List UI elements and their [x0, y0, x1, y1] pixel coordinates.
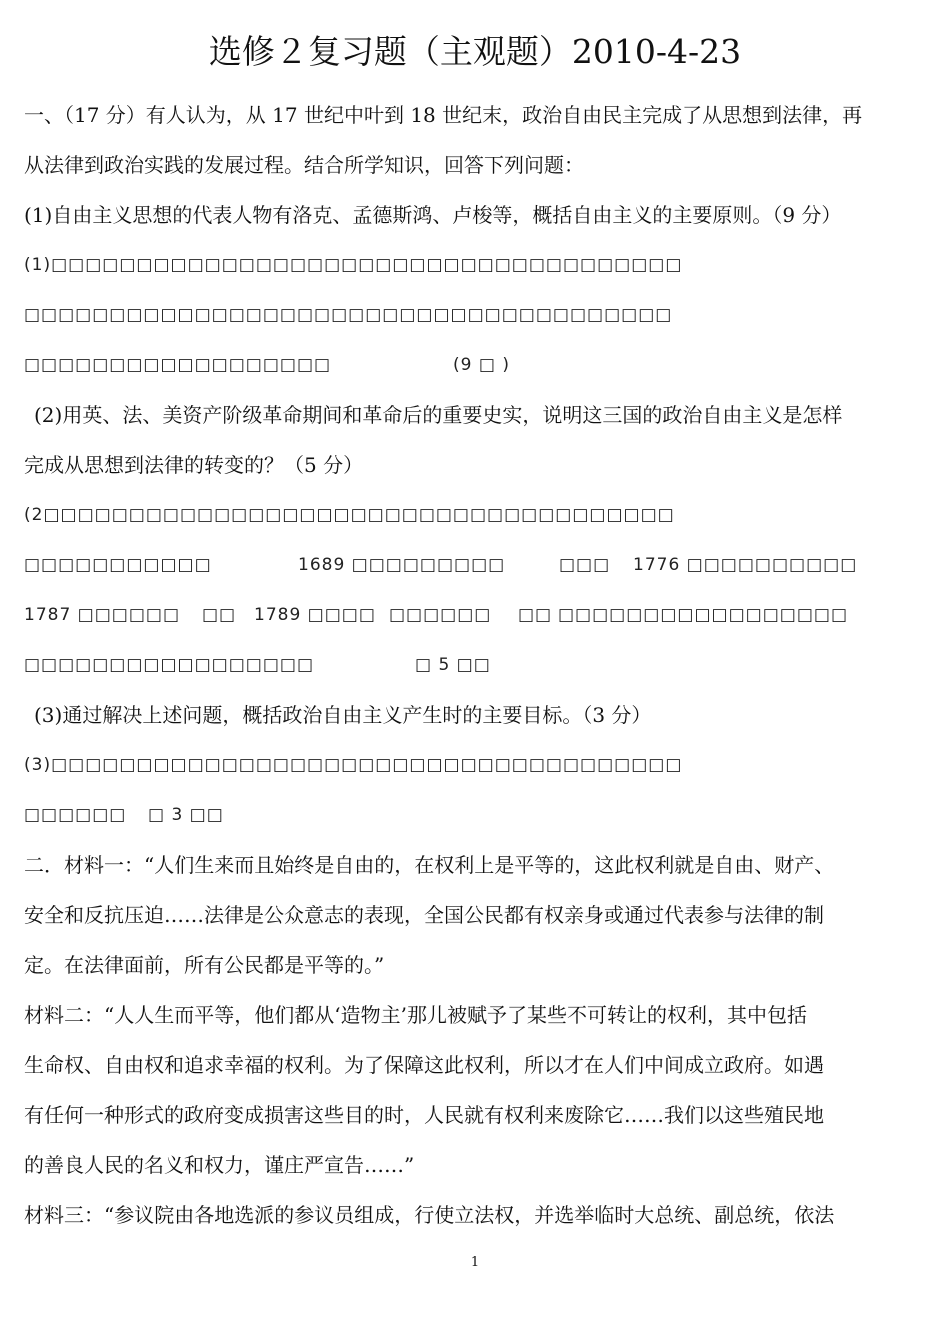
- q2-material2-line-4: 的善良人民的名义和权力，谨庄严宣告……”: [24, 1153, 415, 1177]
- q2-material1-line-3: 定。在法律面前，所有公民都是平等的。”: [24, 953, 385, 977]
- answer-score: □ 3 □□: [148, 805, 224, 825]
- q1-answer3-line-1: [24, 745, 934, 785]
- answer-text: 1689 □□□□□□□□□: [298, 555, 506, 575]
- q1-answer1-line-3: [24, 345, 934, 385]
- answer-text: □□□□□□□□□□□□□□□□□□: [24, 355, 332, 375]
- q1-sub2-line-2: 完成从思想到法律的转变的？（5 分）: [24, 453, 364, 477]
- answer-text: □□□□□□□□□□□□□□□□□: [24, 655, 315, 675]
- answer-text: (1)□□□□□□□□□□□□□□□□□□□□□□□□□□□□□□□□□□□□□: [24, 255, 683, 275]
- q1-sub1: (1)自由主义思想的代表人物有洛克、孟德斯鸿、卢梭等，概括自由主义的主要原则。（9 分）: [24, 203, 842, 227]
- q1-sub3: (3)通过解决上述问题，概括政治自由主义产生时的主要目标。（3 分）: [34, 703, 652, 727]
- q1-intro-line-1: 一、（17 分）有人认为，从 17 世纪中叶到 18 世纪末，政治自由民主完成了从思想到法律，再: [24, 103, 863, 127]
- q1-intro-line-2: 从法律到政治实践的发展过程。结合所学知识，回答下列问题：: [24, 153, 584, 177]
- q1-answer2-line-3: [24, 595, 934, 635]
- answer-text: 1776 □□□□□□□□□□: [633, 555, 858, 575]
- q1-sub2-line-1: (2)用英、法、美资产阶级革命期间和革命后的重要史实，说明这三国的政治自由主义是怎样: [34, 403, 843, 427]
- q2-material1-line-1: 二．材料一：“人们生来而且始终是自由的，在权利上是平等的，这此权利就是自由、财产、: [24, 853, 835, 877]
- answer-text: 1787 □□□□□□: [24, 605, 181, 625]
- q1-answer2-line-4: [24, 645, 934, 685]
- answer-score: □ 5 □□: [415, 655, 491, 675]
- answer-text: (3)□□□□□□□□□□□□□□□□□□□□□□□□□□□□□□□□□□□□□: [24, 755, 683, 775]
- answer-text: □□□□□□□□□□□□□□□□□□□□□□□□□□□□□□□□□□□□□□: [24, 305, 673, 325]
- q1-answer2-line-2: [24, 545, 934, 585]
- answer-text: (2□□□□□□□□□□□□□□□□□□□□□□□□□□□□□□□□□□□□□: [24, 505, 675, 525]
- answer-text: 1789 □□□□: [254, 605, 376, 625]
- q2-material2-line-2: 生命权、自由权和追求幸福的权利。为了保障这此权利，所以才在人们中间成立政府。如遇: [24, 1053, 824, 1077]
- answer-text: □□□: [559, 555, 611, 575]
- q1-answer1-line-1: [24, 245, 934, 285]
- answer-score: (9 □ ): [453, 355, 510, 375]
- answer-text: □□□□□□: [24, 805, 127, 825]
- q2-material2-line-1: 材料二：“人人生而平等，他们都从‘造物主’那儿被赋予了某些不可转让的权利，其中包括: [24, 1003, 807, 1027]
- page-title: 选修２复习题（主观题）2010-4-23: [208, 32, 742, 71]
- answer-text: □□□□□□: [389, 605, 492, 625]
- q1-answer3-line-2: [24, 795, 934, 835]
- page-number: 1: [470, 1255, 480, 1270]
- answer-text: □□: [518, 605, 553, 625]
- answer-text: □□□□□□□□□□□: [24, 555, 212, 575]
- q2-material1-line-2: 安全和反抗压迫……法律是公众意志的表现，全国公民都有权亲身或通过代表参与法律的制: [24, 903, 824, 927]
- q2-material2-line-3: 有任何一种形式的政府变成损害这些目的时，人民就有权利来废除它……我们以这些殖民地: [24, 1103, 824, 1127]
- answer-text: □□: [202, 605, 237, 625]
- answer-text: □□□□□□□□□□□□□□□□□: [558, 605, 849, 625]
- q2-material3-line-1: 材料三：“参议院由各地选派的参议员组成，行使立法权，并选举临时大总统、副总统，依法: [24, 1203, 835, 1227]
- q1-answer2-line-1: [24, 495, 934, 535]
- q1-answer1-line-2: [24, 295, 934, 335]
